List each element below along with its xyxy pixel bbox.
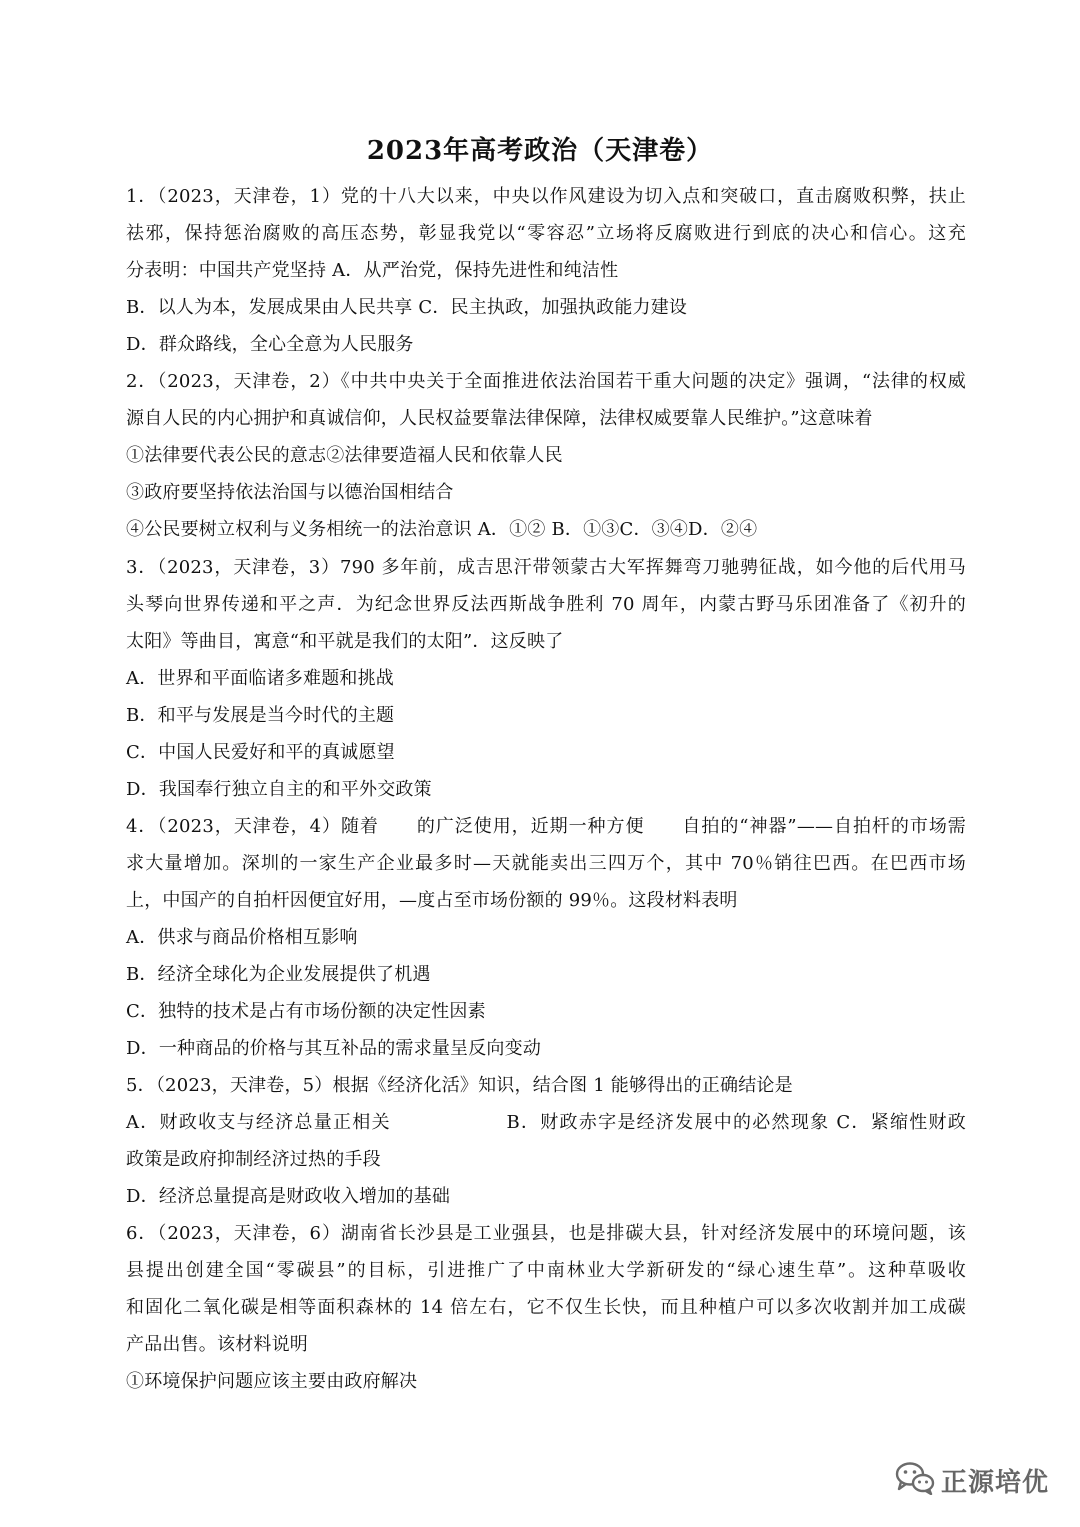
text-line: 产品出售。该材料说明	[126, 1334, 308, 1355]
text-line: ①环境保护问题应该主要由政府解决	[126, 1371, 418, 1392]
text-line: 1．（2023，天津卷，1）党的十八大以来，中央以作风建设为切入点和突破口，直击腐败积弊，扶止	[126, 186, 966, 207]
text-line: A．供求与商品价格相互影响	[126, 927, 358, 948]
text-line: 5．（2023，天津卷，5）根据《经济化活》知识，结合图 1 能够得出的正确结论是	[126, 1075, 793, 1096]
text-line: 头琴向世界传递和平之声．为纪念世界反法西斯战争胜利 70 周年，内蒙古野马乐团准备了《初升的	[126, 594, 966, 615]
text-line: ④公民要树立权利与义务相统一的法治意识 A．①② B．①③C．③④D．②④	[126, 519, 758, 540]
text-line: B．以人为本，发展成果由人民共享 C．民主执政，加强执政能力建设	[126, 297, 688, 318]
text-line: 上，中国产的自拍杆因便宜好用，—度占至市场份额的 99％。这段材料表明	[126, 890, 738, 911]
text-line: D．群众路线，全心全意为人民服务	[126, 334, 414, 355]
watermark-text: 正源培优	[941, 1467, 1050, 1498]
text-line: 祛邪，保持惩治腐败的高压态势，彰显我党以“零容忍”立场将反腐败进行到底的决心和信心。这充	[126, 223, 966, 244]
text-line: ③政府要坚持依法治国与以德治国相结合	[126, 482, 454, 503]
watermark	[895, 1460, 1049, 1500]
text-line: D．一种商品的价格与其互补品的需求量呈反向变动	[126, 1038, 542, 1059]
text-line: 2．（2023，天津卷，2）《中共中央关于全面推进依法治国若干重大问题的决定》强调，“法律的权威	[126, 371, 966, 392]
text-line: 县提出创建全国“零碳县”的目标，引进推广了中南林业大学新研发的“绿心速生草”。这种草吸收	[126, 1260, 966, 1281]
text-line: 4．（2023，天津卷，4）随着 的广泛使用，近期一种方便 自拍的“神器”——自拍杆的市场需	[126, 816, 966, 837]
text-line: B．和平与发展是当今时代的主题	[126, 705, 395, 726]
text-line: D．经济总量提高是财政收入增加的基础	[126, 1186, 451, 1207]
page-title: 2023年高考政治（天津卷）	[366, 136, 714, 166]
text-line: A．世界和平面临诸多难题和挑战	[126, 668, 394, 689]
text-line: 6．（2023，天津卷，6）湖南省长沙县是工业强县，也是排碳大县，针对经济发展中的环境问题，该	[126, 1223, 966, 1244]
wechat-icon	[895, 1461, 935, 1499]
text-line: B．经济全球化为企业发展提供了机遇	[126, 964, 431, 985]
text-line: 源自人民的内心拥护和真诚信仰，人民权益要靠法律保障，法律权威要靠人民维护。”这意味着	[126, 408, 873, 429]
text-line: A．财政收支与经济总量正相关 B．财政赤字是经济发展中的必然现象 C．紧缩性财政	[126, 1112, 966, 1133]
text-line: 和固化二氧化碳是相等面积森林的 14 倍左右，它不仅生长快，而且种植户可以多次收割并加工成碳	[126, 1297, 966, 1318]
text-line: C．中国人民爱好和平的真诚愿望	[126, 742, 395, 763]
text-line: D．我国奉行独立自主的和平外交政策	[126, 779, 432, 800]
text-line: 3．（2023，天津卷，3）790 多年前，成吉思汗带领蒙古大军挥舞弯刀驰骋征战，如今他的后代用马	[126, 557, 966, 578]
text-line: 政策是政府抑制经济过热的手段	[126, 1149, 381, 1170]
text-line: 求大量增加。深圳的一家生产企业最多时—天就能卖出三四万个，其中 70％销往巴西。在巴西市场	[126, 853, 966, 874]
text-line: ①法律要代表公民的意志②法律要造福人民和依靠人民	[126, 445, 563, 466]
text-line: 分表明：中国共产党坚持 A．从严治党，保持先进性和纯洁性	[126, 260, 619, 281]
text-line: C．独特的技术是占有市场份额的决定性因素	[126, 1001, 486, 1022]
text-line: 太阳》等曲目，寓意“和平就是我们的太阳”．这反映了	[126, 631, 564, 652]
